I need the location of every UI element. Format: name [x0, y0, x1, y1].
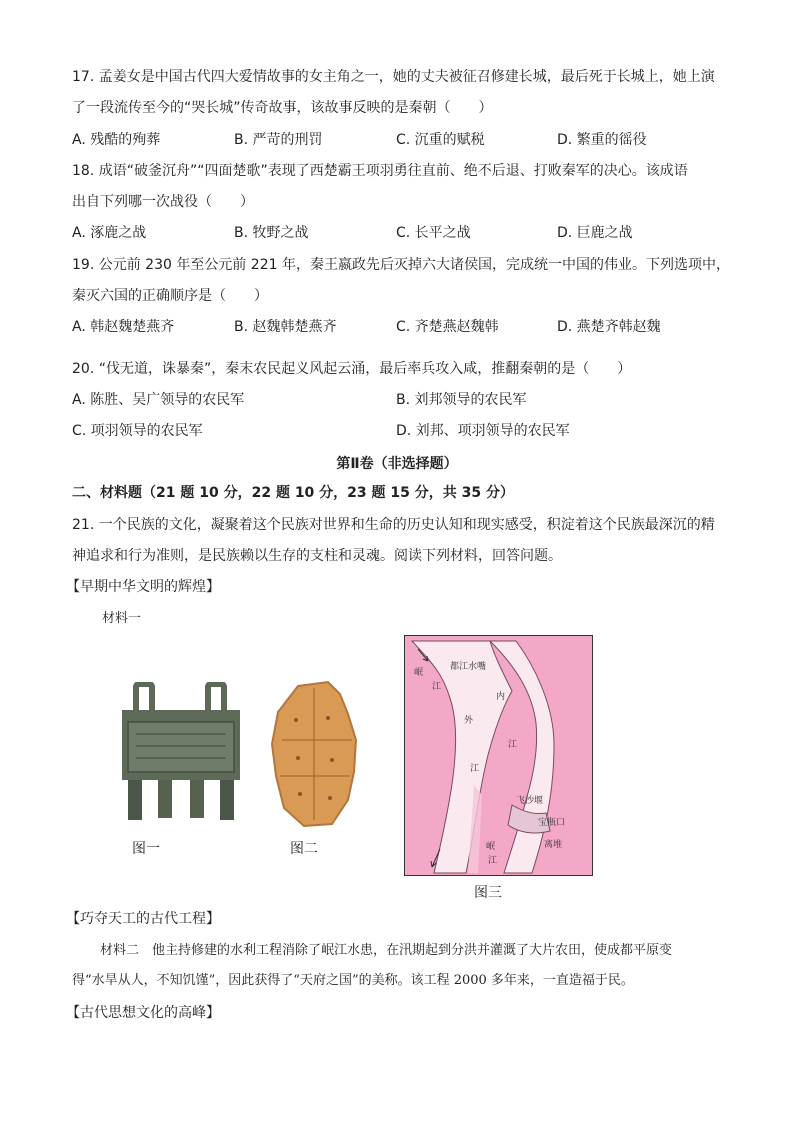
part2-title: 第Ⅱ卷（非选择题）	[336, 456, 458, 472]
map-label-jiang3: 江	[508, 740, 518, 750]
map-label-jiang4: 江	[488, 856, 498, 866]
q20-option-c: C. 项羽领导的农民军	[72, 423, 203, 439]
map-label-jiang1: 江	[432, 682, 442, 692]
ding-leg	[190, 780, 204, 818]
q17-stem-line2: 了一段流传至今的“哭长城”传奇故事，该故事反映的是秦朝（ ）	[72, 100, 493, 116]
q18-option-a: A. 涿鹿之战	[72, 225, 147, 241]
ding-handle-right	[208, 684, 224, 714]
bronze-ding-image	[118, 682, 244, 822]
material2-line2: 得“水旱从人，不知饥馑”，因此获得了“天府之国”的美称。该工程 2000 多年来，一直造福于民。	[72, 973, 634, 988]
map-label-lidui: 离堆	[544, 840, 563, 850]
map-label-dujiang: 都江水嘴	[450, 662, 487, 672]
q17-option-d: D. 繁重的徭役	[557, 132, 647, 148]
q21-stem-line2: 神追求和行为准则，是民族赖以生存的支柱和灵魂。阅读下列材料，回答问题。	[72, 548, 562, 564]
q20-option-d: D. 刘邦、项羽领导的农民军	[396, 423, 570, 439]
q18-stem-line2: 出自下列哪一次战役（ ）	[72, 194, 254, 210]
q20-option-a: A. 陈胜、吴广领导的农民军	[72, 392, 245, 408]
material2-line1: 材料二 他主持修建的水利工程消除了岷江水患，在汛期起到分洪并灌溉了大片农田，使成都平原变	[100, 943, 673, 958]
q19-option-a: A. 韩赵魏楚燕齐	[72, 319, 175, 335]
q19-stem-line2: 秦灭六国的正确顺序是（ ）	[72, 288, 268, 304]
q17-option-c: C. 沉重的赋税	[396, 132, 485, 148]
map-label-baoping: 宝瓶口	[538, 818, 566, 828]
q20-option-b: B. 刘邦领导的农民军	[396, 392, 527, 408]
dujiangyan-map	[404, 635, 593, 876]
map-label-jiang2: 江	[470, 764, 480, 774]
figure2-caption: 图二	[290, 841, 318, 857]
ding-leg	[128, 780, 142, 820]
map-label-feisha: 飞沙堰	[516, 796, 544, 806]
q17-option-b: B. 严苛的刑罚	[234, 132, 323, 148]
q19-option-d: D. 燕楚齐韩赵魏	[557, 319, 661, 335]
section-heading: 二、材料题（21 题 10 分，22 题 10 分，23 题 15 分，共 35 分）	[72, 485, 514, 501]
q17-option-a: A. 残酷的殉葬	[72, 132, 161, 148]
map-label-wai: 外	[464, 716, 474, 726]
material1-label: 材料一	[102, 611, 142, 626]
q18-stem-line1: 18. 成语“破釜沉舟”“四面楚歌”表现了西楚霸王项羽勇往直前、绝不后退、打败秦军的决心。该成语	[72, 163, 688, 179]
q19-stem-line1: 19. 公元前 230 年至公元前 221 年，秦王嬴政先后灭掉六大诸侯国，完成统一中国的伟业。下列选项中，	[72, 257, 730, 273]
q17-stem-line1: 17. 孟姜女是中国古代四大爱情故事的女主角之一，她的丈夫被征召修建长城，最后死于长城上，她上演	[72, 69, 715, 85]
figure3-caption: 图三	[474, 885, 502, 901]
q20-stem: 20. “伐无道，诛暴秦”，秦末农民起义风起云涌，最后率兵攻入咸，推翻秦朝的是（ ）	[72, 361, 632, 377]
ding-handle-left	[136, 684, 152, 714]
map-label-nei: 内	[496, 692, 506, 702]
map-label-min2: 岷	[486, 842, 496, 852]
heading-early-civilization: 【早期中华文明的辉煌】	[66, 579, 220, 595]
q18-option-d: D. 巨鹿之战	[557, 225, 633, 241]
ding-leg	[158, 780, 172, 818]
ding-leg	[220, 780, 234, 820]
figure1-caption: 图一	[132, 841, 160, 857]
heading-ancient-thought: 【古代思想文化的高峰】	[66, 1005, 220, 1021]
map-label-min1: 岷	[414, 668, 424, 678]
oracle-bone-image	[268, 680, 362, 830]
q19-option-b: B. 赵魏韩楚燕齐	[234, 319, 337, 335]
heading-ancient-engineering: 【巧夺天工的古代工程】	[66, 911, 220, 927]
q21-stem-line1: 21. 一个民族的文化，凝聚着这个民族对世界和生命的历史认知和现实感受，积淀着这个民族最深沉的精	[72, 517, 715, 533]
q19-option-c: C. 齐楚燕赵魏韩	[396, 319, 499, 335]
q18-option-c: C. 长平之战	[396, 225, 471, 241]
q18-option-b: B. 牧野之战	[234, 225, 309, 241]
